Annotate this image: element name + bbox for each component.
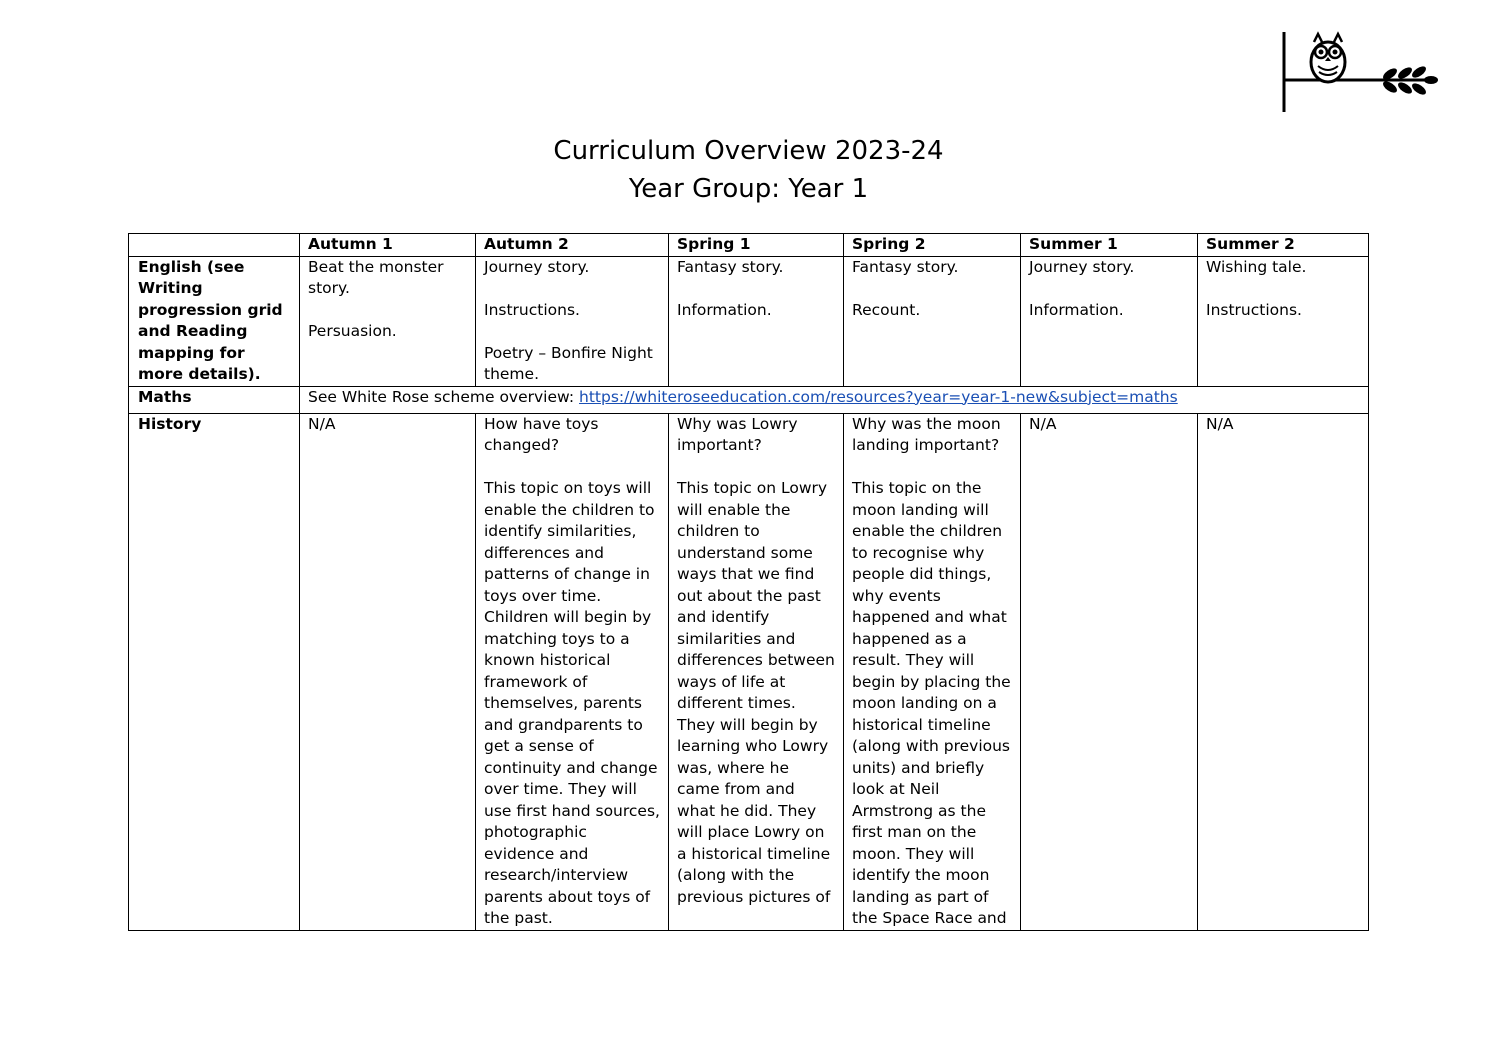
title-block xyxy=(0,132,1497,208)
english-spring-2: Fantasy story. Recount. xyxy=(844,256,1021,386)
column-header-blank xyxy=(129,234,300,257)
curriculum-table xyxy=(128,233,1369,931)
row-label-history: History xyxy=(129,413,300,930)
maths-cell xyxy=(300,386,1369,413)
maths-text: See White Rose scheme overview: xyxy=(308,387,580,406)
row-label-maths: Maths xyxy=(129,386,300,413)
column-header-autumn-1: Autumn 1 xyxy=(300,234,476,257)
history-row xyxy=(129,413,1369,930)
english-row xyxy=(129,256,1369,386)
english-autumn-1: Beat the monster story. Persuasion. xyxy=(300,256,476,386)
column-header-summer-1: Summer 1 xyxy=(1021,234,1198,257)
column-header-spring-2: Spring 2 xyxy=(844,234,1021,257)
column-header-spring-1: Spring 1 xyxy=(669,234,844,257)
column-header-autumn-2: Autumn 2 xyxy=(476,234,669,257)
english-summer-1: Journey story. Information. xyxy=(1021,256,1198,386)
header-row xyxy=(129,234,1369,257)
maths-row xyxy=(129,386,1369,413)
english-spring-1: Fantasy story. Information. xyxy=(669,256,844,386)
page-title: Curriculum Overview 2023-24 xyxy=(553,136,944,166)
column-header-summer-2: Summer 2 xyxy=(1198,234,1369,257)
white-rose-link[interactable]: https://whiteroseeducation.com/resources?year=year-1-new&subject=maths xyxy=(579,387,1178,406)
history-autumn-2: How have toys changed? This topic on toys will enable the children to identify similarities, differences and patterns of change in toys over time. Children will begin by matching toys to a known historical framework of themselves, parents and grandparents to get a sense of continuity and change over time. They will use first hand sources, photographic evidence and research/interview parents about toys of the past. xyxy=(476,413,669,930)
owl-logo-icon xyxy=(1278,30,1438,114)
page-subtitle: Year Group: Year 1 xyxy=(628,174,869,204)
history-summer-1: N/A xyxy=(1021,413,1198,930)
history-autumn-1: N/A xyxy=(300,413,476,930)
english-summer-2: Wishing tale. Instructions. xyxy=(1198,256,1369,386)
english-autumn-2: Journey story. Instructions. Poetry – Bonfire Night theme. xyxy=(476,256,669,386)
history-spring-1: Why was Lowry important? This topic on Lowry will enable the children to understand some ways that we find out about the past and identify similarities and differences between ways of life at different times. They will begin by learning who Lowry was, where he came from and what he did. They will place Lowry on a historical timeline (along with the previous pictures of xyxy=(669,413,844,930)
history-spring-2: Why was the moon landing important? This topic on the moon landing will enable the children to recognise why people did things, why events happened and what happened as a result. They will begin by placing the moon landing on a historical timeline (along with previous units) and briefly look at Neil Armstrong as the first man on the moon. They will identify the moon landing as part of the Space Race and xyxy=(844,413,1021,930)
history-summer-2: N/A xyxy=(1198,413,1369,930)
row-label-english: English (see Writing progression grid and Reading mapping for more details). xyxy=(129,256,300,386)
